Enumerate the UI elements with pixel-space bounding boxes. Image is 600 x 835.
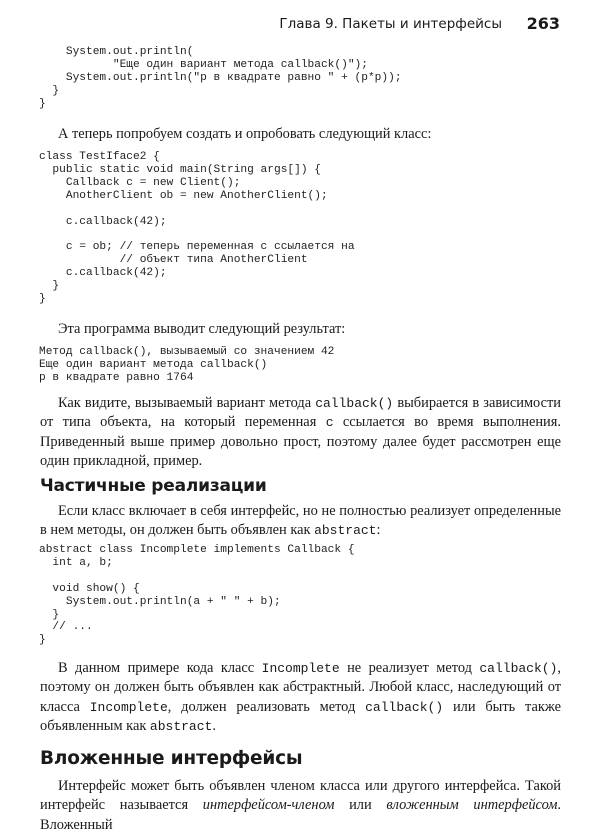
emphasis-term: вложенным интерфейсом bbox=[386, 797, 558, 814]
paragraph-intro-testiface2: А теперь попробуем создать и опробовать следующий класс: bbox=[58, 126, 432, 142]
inline-code: abstract bbox=[149, 718, 213, 734]
code-output: Метод callback(), вызываемый со значением 42 Еще один вариант метода callback() p в квадрате равно 1764 bbox=[39, 346, 335, 384]
paragraph-abstract-intro: Если класс включает в себя интерфейс, но не полностью реализует определенные в нем методы, он должен быть объявлен как abstract: bbox=[40, 503, 561, 539]
code-listing-testiface2: class TestIface2 { public static void main(String args[]) { Callback c = new Client(); AnotherClient ob = new AnotherClient(); c.callback(42); c = ob; // теперь переменная с ссылается на // объект типа AnotherClient c.callback(42); } } bbox=[39, 151, 355, 305]
code-listing-1: System.out.println( "Еще один вариант метода callback()"); System.out.println("p в квадрате равно " + (p*p)); } } bbox=[39, 46, 402, 110]
inline-code: c bbox=[325, 415, 334, 431]
inline-code: callback() bbox=[365, 699, 444, 715]
section-heading-nested-interfaces: Вложенные интерфейсы bbox=[40, 748, 303, 769]
inline-code: Incomplete bbox=[89, 699, 168, 715]
inline-code: Incomplete bbox=[261, 661, 340, 676]
running-header-chapter: Глава 9. Пакеты и интерфейсы bbox=[279, 16, 502, 32]
paragraph-nested-interfaces: Интерфейс может быть объявлен членом класса или другого интерфейса. Такой интерфейс называется интерфейсом-членом или вложенным интерфейсом. Вложенный bbox=[40, 778, 562, 833]
emphasis-term: интерфейсом-членом bbox=[202, 797, 335, 814]
inline-code: callback() bbox=[479, 661, 558, 676]
section-heading-partial-implementations: Частичные реализации bbox=[40, 476, 267, 496]
paragraph-explanation: Как видите, вызываемый вариант метода callback() выбирается в зависимости от типа объекта, на который переменная c ссылается во время выполнения. Приведенный выше пример довольно прост, поэтому далее будет рассмотрен еще один прикладной, пример. bbox=[40, 395, 561, 469]
paragraph-output-intro: Эта программа выводит следующий результат: bbox=[58, 321, 346, 337]
page-number: 263 bbox=[526, 14, 560, 33]
code-listing-incomplete: abstract class Incomplete implements Callback { int a, b; void show() { System.out.println(a + " " + b); } // ... } bbox=[39, 544, 355, 647]
paragraph-incomplete-explanation: В данном примере кода класс Incomplete не реализует метод callback(), поэтому он должен быть объявлен как абстрактный. Любой класс, наследующий от класса Incomplete, должен реализовать метод callback() или быть также объявленным как abstract. bbox=[40, 660, 562, 734]
inline-code: callback() bbox=[315, 396, 394, 411]
inline-code: abstract bbox=[314, 523, 377, 539]
